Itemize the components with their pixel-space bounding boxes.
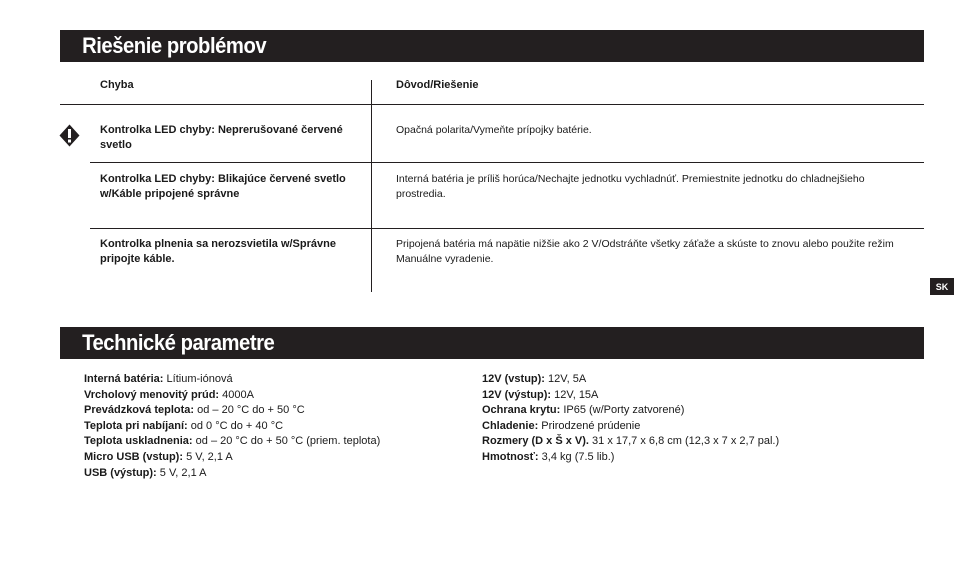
column-header-reason: Dôvod/Riešenie [396,79,479,91]
spec-item [84,419,380,435]
table-row-1-error: Kontrolka LED chyby: Neprerušované červené svetlo [100,124,343,151]
spec-label: Interná batéria: [84,373,164,385]
troubleshooting-header [60,30,924,62]
warning-icon [59,124,80,147]
row-divider [90,162,924,163]
spec-label: Ochrana krytu: [482,404,561,417]
specs-left-column [84,372,380,481]
spec-item [482,388,779,404]
spec-label: Teplota pri nabíjaní: [84,419,188,432]
spec-value: od – 20 °C do + 50 °C (priem. teplota) [195,435,381,448]
spec-value: Prirodzené prúdenie [541,419,641,432]
spec-label: USB (výstup): [84,466,157,479]
spec-label: 12V (vstup): [482,373,545,385]
spec-item [84,403,380,419]
spec-item [84,372,380,388]
spec-label: Vrcholový menovitý prúd: [84,388,220,401]
spec-value: od 0 °C do + 40 °C [190,419,284,432]
spec-item [84,388,380,404]
spec-label: Prevádzková teplota: [84,404,195,417]
spec-item [482,403,779,419]
language-tab: SK [930,278,954,295]
spec-value: 12V, 5A [548,373,587,385]
spec-label: Chladenie: [482,419,539,432]
row-divider [90,228,924,229]
table-row-2-reason: Interná batéria je príliš horúca/Nechajte jednotku vychladnúť. Premiestnite jednotku do chladnejšieho prostredia. [396,173,865,200]
table-row-1-reason: Opačná polarita/Vymeňte prípojky batérie. [396,124,592,136]
table-row-3-error: Kontrolka plnenia sa nerozsvietila w/Správne pripojte káble. [100,238,336,265]
spec-value: 31 x 17,7 x 6,8 cm (12,3 x 7 x 2,7 pal.) [592,435,780,448]
spec-item [482,450,779,466]
spec-item [482,434,779,450]
spec-label: Teplota uskladnenia: [84,435,193,448]
specs-header [60,327,924,359]
spec-item [84,450,380,466]
table-row-3-reason: Pripojená batéria má napätie nižšie ako 2 V/Odstráňte všetky záťaže a skúste to znovu alebo použite režim Manuálne vyradenie. [396,238,894,265]
spec-label: Hmotnosť: [482,450,539,463]
spec-value: od – 20 °C do + 50 °C [197,404,305,417]
spec-value: 5 V, 2,1 A [159,466,207,479]
spec-value: 3,4 kg (7.5 lib.) [541,450,615,463]
spec-item [482,419,779,435]
spec-value: 12V, 15A [554,388,599,401]
spec-value: 5 V, 2,1 A [186,450,233,463]
spec-item [84,466,380,482]
spec-item [84,434,380,450]
table-row-2-error: Kontrolka LED chyby: Blikajúce červené svetlo w/Káble pripojené správne [100,173,346,200]
spec-value: 4000A [222,388,254,401]
specs-title: Technické parametre [82,330,275,355]
column-header-error: Chyba [100,79,134,91]
specs-right-column [482,372,779,466]
table-header-rule [60,104,924,105]
troubleshooting-title: Riešenie problémov [82,33,267,58]
spec-value: IP65 (w/Porty zatvorené) [563,404,685,417]
spec-label: Micro USB (vstup): [84,450,183,463]
spec-item [482,372,779,388]
column-divider [371,80,372,292]
spec-value: Lítium-iónová [166,373,233,385]
spec-label: 12V (výstup): [482,388,552,401]
spec-label: Rozmery (D x Š x V). [482,435,589,448]
